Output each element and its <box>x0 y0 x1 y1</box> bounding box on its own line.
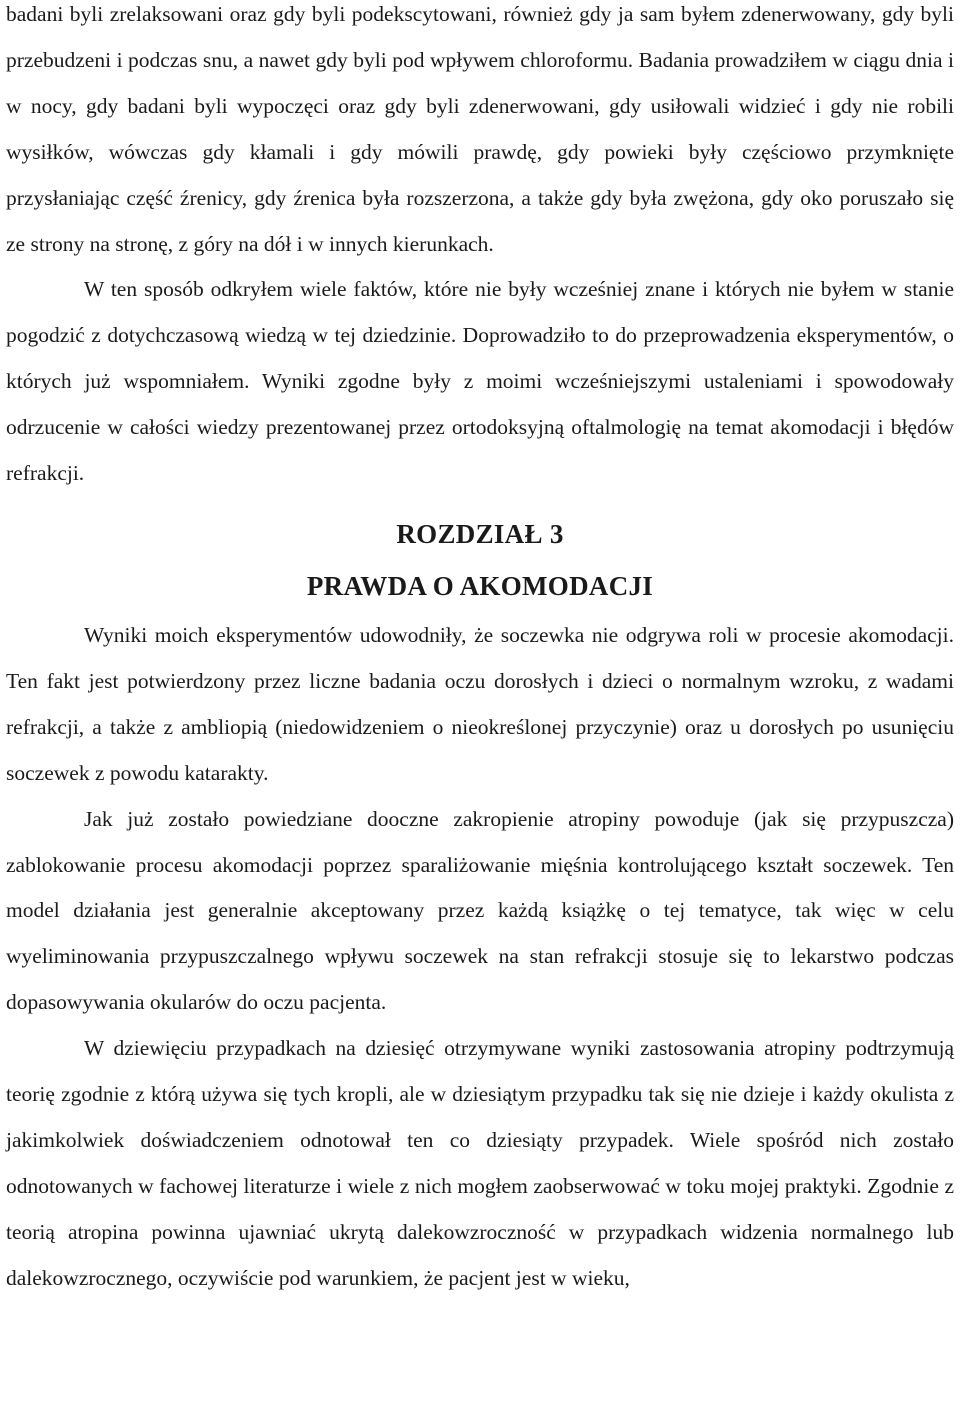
paragraph: W ten sposób odkryłem wiele faktów, które nie były wcześniej znane i których nie byłem w stanie pogodzić z dotychczasową wiedzą w tej dziedzinie. Doprowadziło to do przeprowadzenia eksperymentów, o których już wspomniałem. Wyniki zgodne były z moimi wcześniejszymi ustaleniami i spowodowały odrzucenie w całości wiedzy prezentowanej przez ortodoksyjną oftalmologię na temat akomodacji i błędów refrakcji. <box>6 277 954 486</box>
document-page <box>6 0 954 1302</box>
paragraph: Jak już zostało powiedziane dooczne zakropienie atropiny powoduje (jak się przypuszcza) zablokowanie procesu akomodacji poprzez sparaliżowanie mięśnia kontrolującego kształt soczewek. Ten model działania jest generalnie akceptowany przez każdą książkę o tej tematyce, tak więc w celu wyeliminowania przypuszczalnego wpływu soczewek na stan refrakcji stosuje się to lekarstwo podczas dopasowywania okularów do oczu pacjenta. <box>6 806 954 1015</box>
paragraph: Wyniki moich eksperymentów udowodniły, że soczewka nie odgrywa roli w procesie akomodacji. Ten fakt jest potwierdzony przez liczne badania oczu dorosłych i dzieci o normalnym wzroku, z wadami refrakcji, a także z ambliopią (niedowidzeniem o nieokreślonej przyczynie) oraz u dorosłych po usunięciu soczewek z powodu katarakty. <box>6 622 954 785</box>
paragraph-continued: badani byli zrelaksowani oraz gdy byli podekscytowani, również gdy ja sam byłem zdenerwowany, gdy byli przebudzeni i podczas snu, a nawet gdy byli pod wpływem chloroformu. Badania prowadziłem w ciągu dnia i w nocy, gdy badani byli wypoczęci oraz gdy byli zdenerwowani, gdy usiłowali widzieć i gdy nie robili wysiłków, wówczas gdy kłamali i gdy mówili prawdę, gdy powieki były częściowo przymknięte przysłaniając część źrenicy, gdy źrenica była rozszerzona, a także gdy była zwężona, gdy oko poruszało się ze strony na stronę, z góry na dół i w innych kierunkach. <box>6 2 954 256</box>
paragraph: W dziewięciu przypadkach na dziesięć otrzymywane wyniki zastosowania atropiny podtrzymują teorię zgodnie z którą używa się tych kropli, ale w dziesiątym przypadku tak się nie dzieje i każdy okulista z jakimkolwiek doświadczeniem odnotował ten co dziesiąty przypadek. Wiele spośród nich zostało odnotowanych w fachowej literaturze i wiele z nich mogłem zaobserwować w toku mojej praktyki. Zgodnie z teorią atropina powinna ujawniać ukrytą dalekowzroczność w przypadkach widzenia normalnego lub dalekowzrocznego, oczywiście pod warunkiem, że pacjent jest w wieku, <box>6 1036 954 1290</box>
chapter-title-heading: PRAWDA O AKOMODACJI <box>306 570 654 601</box>
chapter-number-heading: ROZDZIAŁ 3 <box>396 518 564 549</box>
